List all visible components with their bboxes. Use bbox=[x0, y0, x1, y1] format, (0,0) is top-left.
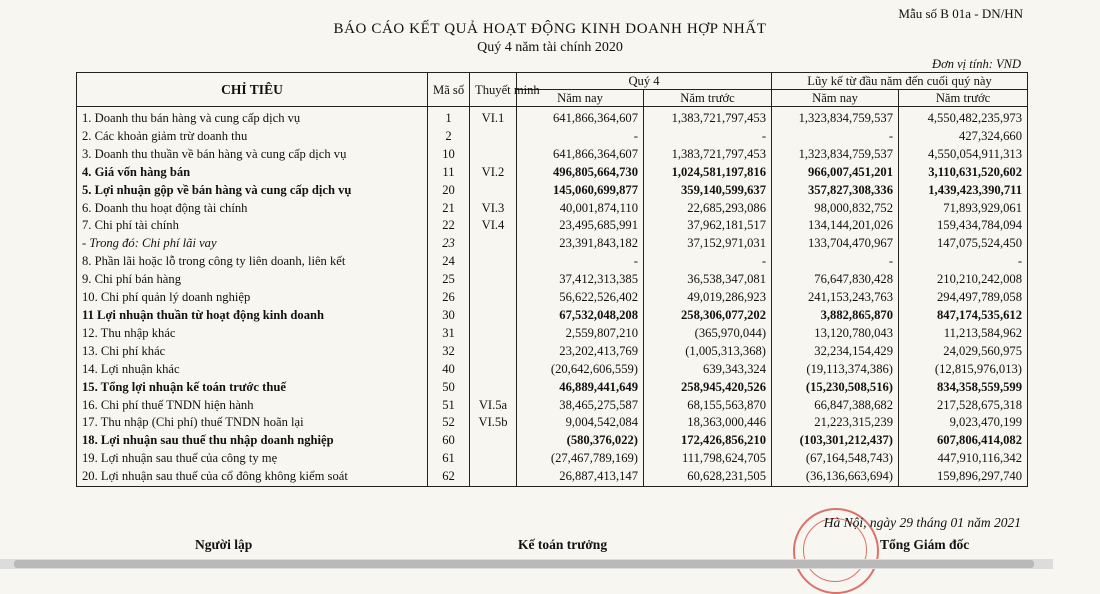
row-quarter-this-year: - bbox=[517, 128, 644, 146]
row-ytd-last-year: 147,075,524,450 bbox=[899, 235, 1028, 253]
table-row bbox=[77, 146, 1028, 164]
income-statement-table bbox=[76, 72, 1028, 487]
row-note bbox=[470, 289, 517, 307]
signing-date: Hà Nội, ngày 29 tháng 01 năm 2021 bbox=[823, 515, 1021, 530]
row-ytd-last-year: (12,815,976,013) bbox=[899, 361, 1028, 379]
row-code: 61 bbox=[428, 450, 470, 468]
row-ytd-this-year: (15,230,508,516) bbox=[772, 379, 899, 397]
director-signature-label: Tổng Giám đốc bbox=[880, 537, 970, 552]
report-subtitle: Quý 4 năm tài chính 2020 bbox=[477, 40, 623, 55]
row-ytd-this-year: (103,301,212,437) bbox=[772, 432, 899, 450]
row-label: 19. Lợi nhuận sau thuế của công ty mẹ bbox=[77, 450, 428, 468]
header-ytd-last-year: Năm trước bbox=[899, 90, 1028, 107]
row-quarter-this-year: 641,866,364,607 bbox=[517, 146, 644, 164]
row-note: VI.5a bbox=[470, 397, 517, 415]
row-ytd-last-year: - bbox=[899, 253, 1028, 271]
preparer-signature-label: Người lập bbox=[195, 537, 253, 552]
row-ytd-this-year: 13,120,780,043 bbox=[772, 325, 899, 343]
row-label: 1. Doanh thu bán hàng và cung cấp dịch vụ bbox=[77, 107, 428, 128]
table-row bbox=[77, 361, 1028, 379]
row-ytd-this-year: 134,144,201,026 bbox=[772, 217, 899, 235]
row-quarter-this-year: (580,376,022) bbox=[517, 432, 644, 450]
row-quarter-last-year: 60,628,231,505 bbox=[644, 468, 772, 486]
row-quarter-this-year: - bbox=[517, 253, 644, 271]
row-note bbox=[470, 235, 517, 253]
row-note: VI.1 bbox=[470, 107, 517, 128]
row-ytd-this-year: 98,000,832,752 bbox=[772, 200, 899, 218]
row-quarter-this-year: 23,202,413,769 bbox=[517, 343, 644, 361]
header-quarter: Quý 4 bbox=[517, 73, 772, 90]
row-code: 10 bbox=[428, 146, 470, 164]
row-quarter-last-year: 359,140,599,637 bbox=[644, 182, 772, 200]
row-code: 25 bbox=[428, 271, 470, 289]
row-ytd-last-year: 447,910,116,342 bbox=[899, 450, 1028, 468]
table-row bbox=[77, 397, 1028, 415]
table-row bbox=[77, 164, 1028, 182]
row-ytd-this-year: 3,882,865,870 bbox=[772, 307, 899, 325]
row-quarter-last-year: 37,962,181,517 bbox=[644, 217, 772, 235]
table-row bbox=[77, 450, 1028, 468]
row-ytd-last-year: 11,213,584,962 bbox=[899, 325, 1028, 343]
table-row bbox=[77, 432, 1028, 450]
row-quarter-this-year: 641,866,364,607 bbox=[517, 107, 644, 128]
row-note: VI.3 bbox=[470, 200, 517, 218]
header-quarter-this-year: Năm nay bbox=[517, 90, 644, 107]
row-code: 60 bbox=[428, 432, 470, 450]
table-row bbox=[77, 414, 1028, 432]
row-ytd-this-year: 357,827,308,336 bbox=[772, 182, 899, 200]
row-ytd-this-year: (19,113,374,386) bbox=[772, 361, 899, 379]
header-quarter-last-year: Năm trước bbox=[644, 90, 772, 107]
row-ytd-last-year: 71,893,929,061 bbox=[899, 200, 1028, 218]
row-note: VI.2 bbox=[470, 164, 517, 182]
table-row bbox=[77, 235, 1028, 253]
row-ytd-last-year: 427,324,660 bbox=[899, 128, 1028, 146]
row-quarter-last-year: 36,538,347,081 bbox=[644, 271, 772, 289]
row-quarter-last-year: 49,019,286,923 bbox=[644, 289, 772, 307]
row-note bbox=[470, 146, 517, 164]
row-quarter-last-year: 639,343,324 bbox=[644, 361, 772, 379]
row-label: 11 Lợi nhuận thuần từ hoạt động kinh doanh bbox=[77, 307, 428, 325]
header-item: CHỈ TIÊU bbox=[77, 73, 428, 107]
row-ytd-this-year: 76,647,830,428 bbox=[772, 271, 899, 289]
row-code: 32 bbox=[428, 343, 470, 361]
row-code: 30 bbox=[428, 307, 470, 325]
row-label: 15. Tổng lợi nhuận kế toán trước thuế bbox=[77, 379, 428, 397]
table-row bbox=[77, 253, 1028, 271]
row-note bbox=[470, 343, 517, 361]
header-note: Thuyết minh bbox=[470, 73, 517, 107]
row-ytd-this-year: 966,007,451,201 bbox=[772, 164, 899, 182]
row-ytd-this-year: - bbox=[772, 128, 899, 146]
table-row bbox=[77, 307, 1028, 325]
row-quarter-last-year: 258,945,420,526 bbox=[644, 379, 772, 397]
row-ytd-last-year: 159,434,784,094 bbox=[899, 217, 1028, 235]
row-quarter-this-year: (27,467,789,169) bbox=[517, 450, 644, 468]
row-label: 9. Chi phí bán hàng bbox=[77, 271, 428, 289]
table-row bbox=[77, 325, 1028, 343]
row-label: 13. Chi phí khác bbox=[77, 343, 428, 361]
row-quarter-this-year: 496,805,664,730 bbox=[517, 164, 644, 182]
row-code: 26 bbox=[428, 289, 470, 307]
row-quarter-last-year: (365,970,044) bbox=[644, 325, 772, 343]
report-title: BÁO CÁO KẾT QUẢ HOẠT ĐỘNG KINH DOANH HỢP NHẤT bbox=[333, 21, 767, 37]
row-quarter-this-year: 9,004,542,084 bbox=[517, 414, 644, 432]
row-note: VI.4 bbox=[470, 217, 517, 235]
row-label: 4. Giá vốn hàng bán bbox=[77, 164, 428, 182]
row-code: 21 bbox=[428, 200, 470, 218]
row-quarter-this-year: 56,622,526,402 bbox=[517, 289, 644, 307]
table-body bbox=[77, 107, 1028, 487]
row-quarter-last-year: 258,306,077,202 bbox=[644, 307, 772, 325]
table-row bbox=[77, 271, 1028, 289]
row-label: 2. Các khoản giảm trừ doanh thu bbox=[77, 128, 428, 146]
row-label: 14. Lợi nhuận khác bbox=[77, 361, 428, 379]
row-label: 17. Thu nhập (Chi phí) thuế TNDN hoãn lại bbox=[77, 414, 428, 432]
horizontal-scrollbar[interactable] bbox=[0, 559, 1053, 569]
row-label: 8. Phần lãi hoặc lỗ trong công ty liên doanh, liên kết bbox=[77, 253, 428, 271]
row-quarter-last-year: - bbox=[644, 128, 772, 146]
row-ytd-this-year: (36,136,663,694) bbox=[772, 468, 899, 486]
row-code: 2 bbox=[428, 128, 470, 146]
row-quarter-this-year: 145,060,699,877 bbox=[517, 182, 644, 200]
table-row bbox=[77, 107, 1028, 128]
row-note bbox=[470, 128, 517, 146]
row-ytd-this-year: - bbox=[772, 253, 899, 271]
row-code: 50 bbox=[428, 379, 470, 397]
row-ytd-this-year: 32,234,154,429 bbox=[772, 343, 899, 361]
row-ytd-this-year: 66,847,388,682 bbox=[772, 397, 899, 415]
row-label: 3. Doanh thu thuần về bán hàng và cung cấp dịch vụ bbox=[77, 146, 428, 164]
row-quarter-this-year: 38,465,275,587 bbox=[517, 397, 644, 415]
row-ytd-last-year: 834,358,559,599 bbox=[899, 379, 1028, 397]
row-ytd-this-year: 133,704,470,967 bbox=[772, 235, 899, 253]
header-code: Mã số bbox=[428, 73, 470, 107]
row-code: 11 bbox=[428, 164, 470, 182]
row-quarter-last-year: 22,685,293,086 bbox=[644, 200, 772, 218]
row-label: 20. Lợi nhuận sau thuế của cổ đông không kiểm soát bbox=[77, 468, 428, 486]
row-note bbox=[470, 432, 517, 450]
row-ytd-last-year: 847,174,535,612 bbox=[899, 307, 1028, 325]
row-note bbox=[470, 379, 517, 397]
row-note bbox=[470, 271, 517, 289]
row-note bbox=[470, 253, 517, 271]
row-ytd-last-year: 1,439,423,390,711 bbox=[899, 182, 1028, 200]
row-quarter-this-year: 2,559,807,210 bbox=[517, 325, 644, 343]
row-ytd-last-year: 4,550,054,911,313 bbox=[899, 146, 1028, 164]
row-ytd-last-year: 4,550,482,235,973 bbox=[899, 107, 1028, 128]
row-note bbox=[470, 450, 517, 468]
row-code: 51 bbox=[428, 397, 470, 415]
row-code: 31 bbox=[428, 325, 470, 343]
row-ytd-last-year: 607,806,414,082 bbox=[899, 432, 1028, 450]
table-row bbox=[77, 128, 1028, 146]
form-code: Mẫu số B 01a - DN/HN bbox=[898, 6, 1023, 21]
row-ytd-this-year: 1,323,834,759,537 bbox=[772, 107, 899, 128]
row-quarter-last-year: 172,426,856,210 bbox=[644, 432, 772, 450]
row-quarter-this-year: 26,887,413,147 bbox=[517, 468, 644, 486]
row-quarter-this-year: 37,412,313,385 bbox=[517, 271, 644, 289]
scrollbar-thumb[interactable] bbox=[14, 560, 1034, 568]
row-quarter-last-year: 1,383,721,797,453 bbox=[644, 107, 772, 128]
row-quarter-this-year: 46,889,441,649 bbox=[517, 379, 644, 397]
row-quarter-this-year: 23,495,685,991 bbox=[517, 217, 644, 235]
row-ytd-last-year: 9,023,470,199 bbox=[899, 414, 1028, 432]
row-ytd-this-year: (67,164,548,743) bbox=[772, 450, 899, 468]
row-ytd-last-year: 294,497,789,058 bbox=[899, 289, 1028, 307]
table-row bbox=[77, 343, 1028, 361]
row-code: 52 bbox=[428, 414, 470, 432]
row-ytd-this-year: 241,153,243,763 bbox=[772, 289, 899, 307]
row-ytd-this-year: 1,323,834,759,537 bbox=[772, 146, 899, 164]
row-label: 16. Chi phí thuế TNDN hiện hành bbox=[77, 397, 428, 415]
row-note bbox=[470, 325, 517, 343]
row-ytd-last-year: 210,210,242,008 bbox=[899, 271, 1028, 289]
table-row bbox=[77, 200, 1028, 218]
table-row bbox=[77, 182, 1028, 200]
row-note bbox=[470, 307, 517, 325]
table-row bbox=[77, 379, 1028, 397]
row-quarter-last-year: 1,383,721,797,453 bbox=[644, 146, 772, 164]
row-label: 12. Thu nhập khác bbox=[77, 325, 428, 343]
row-note bbox=[470, 361, 517, 379]
row-label: 7. Chi phí tài chính bbox=[77, 217, 428, 235]
row-label: 6. Doanh thu hoạt động tài chính bbox=[77, 200, 428, 218]
table-row bbox=[77, 468, 1028, 486]
row-code: 1 bbox=[428, 107, 470, 128]
row-code: 23 bbox=[428, 235, 470, 253]
row-code: 20 bbox=[428, 182, 470, 200]
row-quarter-last-year: 1,024,581,197,816 bbox=[644, 164, 772, 182]
row-ytd-last-year: 24,029,560,975 bbox=[899, 343, 1028, 361]
row-note: VI.5b bbox=[470, 414, 517, 432]
row-code: 40 bbox=[428, 361, 470, 379]
row-quarter-last-year: - bbox=[644, 253, 772, 271]
row-label: 5. Lợi nhuận gộp về bán hàng và cung cấp dịch vụ bbox=[77, 182, 428, 200]
row-label: 18. Lợi nhuận sau thuế thu nhập doanh nghiệp bbox=[77, 432, 428, 450]
row-quarter-last-year: (1,005,313,368) bbox=[644, 343, 772, 361]
header-ytd-this-year: Năm nay bbox=[772, 90, 899, 107]
header-ytd: Lũy kế từ đầu năm đến cuối quý này bbox=[772, 73, 1028, 90]
row-quarter-last-year: 111,798,624,705 bbox=[644, 450, 772, 468]
row-quarter-this-year: 23,391,843,182 bbox=[517, 235, 644, 253]
table-row bbox=[77, 289, 1028, 307]
row-label: - Trong đó: Chi phí lãi vay bbox=[77, 235, 428, 253]
row-label: 10. Chi phí quản lý doanh nghiệp bbox=[77, 289, 428, 307]
row-ytd-last-year: 159,896,297,740 bbox=[899, 468, 1028, 486]
row-quarter-this-year: (20,642,606,559) bbox=[517, 361, 644, 379]
table-row bbox=[77, 217, 1028, 235]
row-note bbox=[470, 182, 517, 200]
row-code: 62 bbox=[428, 468, 470, 486]
chief-accountant-signature-label: Kế toán trưởng bbox=[518, 537, 608, 552]
row-code: 22 bbox=[428, 217, 470, 235]
row-code: 24 bbox=[428, 253, 470, 271]
row-ytd-this-year: 21,223,315,239 bbox=[772, 414, 899, 432]
row-quarter-this-year: 40,001,874,110 bbox=[517, 200, 644, 218]
row-ytd-last-year: 3,110,631,520,602 bbox=[899, 164, 1028, 182]
currency-unit: Đơn vị tính: VND bbox=[932, 57, 1021, 71]
row-note bbox=[470, 468, 517, 486]
row-quarter-last-year: 18,363,000,446 bbox=[644, 414, 772, 432]
row-quarter-this-year: 67,532,048,208 bbox=[517, 307, 644, 325]
row-quarter-last-year: 37,152,971,031 bbox=[644, 235, 772, 253]
row-ytd-last-year: 217,528,675,318 bbox=[899, 397, 1028, 415]
row-quarter-last-year: 68,155,563,870 bbox=[644, 397, 772, 415]
